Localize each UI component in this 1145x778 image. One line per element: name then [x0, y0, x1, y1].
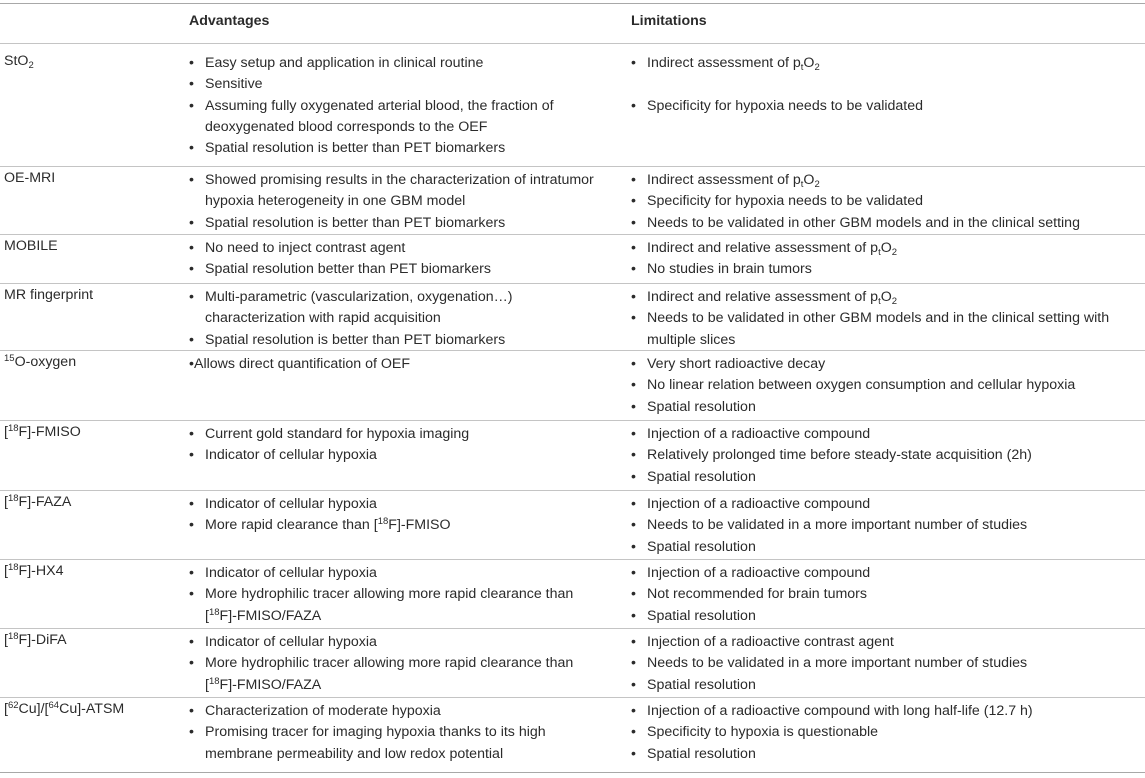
row-divider — [0, 559, 1145, 560]
limitation-item: • Injection of a radioactive compound with long half-life (12.7 h) — [631, 701, 1145, 722]
advantage-item: • Indicator of cellular hypoxia — [189, 445, 599, 466]
limitations-list — [631, 701, 1145, 765]
limitation-item: • Relatively prolonged time before steady-state acquisition (2h) — [631, 445, 1145, 466]
limitation-item: • Not recommended for brain tumors — [631, 584, 1145, 605]
limitation-item: • Indirect assessment of $p_tO_2$ — [631, 53, 1145, 74]
advantage-item: • Sensitive — [189, 74, 599, 95]
advantage-item: • Indicator of cellular hypoxia — [189, 494, 599, 515]
row-divider — [0, 697, 1145, 698]
advantage-item: • Assuming fully oxygenated arterial blood, the fraction of deoxygenated blood corresponds to the OEF — [189, 96, 599, 139]
limitation-item: • Spatial resolution — [631, 467, 1145, 488]
limitation-item: • Spatial resolution — [631, 537, 1145, 558]
biomarker-name: OE-MRI — [4, 170, 56, 186]
limitations-list — [631, 238, 1145, 281]
advantage-item: • Promising tracer for imaging hypoxia thanks to its high membrane permeability and low redox potential — [189, 722, 599, 765]
biomarker-name: [$^{18}$F]-FAZA — [4, 493, 72, 510]
row-divider — [0, 166, 1145, 167]
advantage-item: • Characterization of moderate hypoxia — [189, 701, 599, 722]
limitation-item: • Specificity for hypoxia needs to be validated — [631, 191, 1145, 212]
spacer — [631, 74, 1145, 95]
limitations-list — [631, 563, 1145, 627]
advantage-item: • Spatial resolution better than PET biomarkers — [189, 259, 599, 280]
advantages-list — [189, 170, 599, 234]
limitations-list — [631, 170, 1145, 234]
advantage-item: • No need to inject contrast agent — [189, 238, 599, 259]
header-rule — [0, 43, 1145, 44]
limitation-item: • Specificity for hypoxia needs to be validated — [631, 96, 1145, 117]
biomarker-name: [$^{18}$F]-HX4 — [4, 562, 64, 579]
limitation-item: • Spatial resolution — [631, 606, 1145, 627]
biomarker-name: $^{15}$O-oxygen — [4, 353, 77, 370]
limitations-header: Limitations — [631, 13, 707, 29]
advantage-item: • Spatial resolution is better than PET biomarkers — [189, 330, 599, 351]
biomarker-name: MR fingerprint — [4, 287, 94, 303]
limitations-list — [631, 424, 1145, 488]
limitation-item: • Spatial resolution — [631, 675, 1145, 696]
advantage-item: • More hydrophilic tracer allowing more rapid clearance than [$^{18}$F]-FMISO/FAZA — [189, 584, 599, 627]
advantages-list — [189, 563, 599, 627]
limitation-item: • Very short radioactive decay — [631, 354, 1145, 375]
limitation-item: • Indirect assessment of $p_tO_2$ — [631, 170, 1145, 191]
advantage-item: • Allows direct quantification of OEF — [189, 354, 599, 375]
advantages-list — [189, 354, 599, 375]
limitation-item: • Needs to be validated in a more important number of studies — [631, 515, 1145, 536]
advantage-item: • Multi-parametric (vascularization, oxygenation…) characterization with rapid acquisition — [189, 287, 599, 330]
advantages-list — [189, 424, 599, 467]
limitations-list — [631, 53, 1145, 117]
limitation-item: • Needs to be validated in a more important number of studies — [631, 653, 1145, 674]
limitations-list — [631, 354, 1145, 418]
biomarker-name: [$^{62}$Cu]/[$^{64}$Cu]-ATSM — [4, 700, 125, 717]
row-divider — [0, 490, 1145, 491]
biomarker-name: StO$_2$ — [4, 53, 34, 71]
limitations-list — [631, 632, 1145, 696]
limitation-item: • Injection of a radioactive contrast agent — [631, 632, 1145, 653]
table-top-rule — [0, 3, 1145, 4]
biomarker-name: [$^{18}$F]-FMISO — [4, 423, 81, 440]
biomarker-name: MOBILE — [4, 238, 58, 254]
advantages-list — [189, 701, 599, 765]
row-divider — [0, 628, 1145, 629]
limitation-item: • Injection of a radioactive compound — [631, 563, 1145, 584]
limitation-item: • Spatial resolution — [631, 397, 1145, 418]
limitation-item: • Indirect and relative assessment of $p_tO_2$ — [631, 238, 1145, 259]
advantages-list — [189, 53, 599, 159]
limitation-item: • Specificity to hypoxia is questionable — [631, 722, 1145, 743]
advantage-item: • Indicator of cellular hypoxia — [189, 632, 599, 653]
limitation-item: • Needs to be validated in other GBM models and in the clinical setting with multiple slices — [631, 308, 1145, 351]
row-divider — [0, 420, 1145, 421]
limitations-list — [631, 494, 1145, 558]
table-bottom-rule — [0, 772, 1145, 773]
advantage-item: • Indicator of cellular hypoxia — [189, 563, 599, 584]
limitation-item: • Injection of a radioactive compound — [631, 494, 1145, 515]
row-divider — [0, 234, 1145, 235]
advantage-item: • Showed promising results in the characterization of intratumor hypoxia heterogeneity in one GBM model — [189, 170, 599, 213]
biomarker-name: [$^{18}$F]-DiFA — [4, 631, 67, 648]
advantages-list — [189, 238, 599, 281]
limitation-item: • Injection of a radioactive compound — [631, 424, 1145, 445]
advantages-list — [189, 287, 599, 351]
row-divider — [0, 283, 1145, 284]
advantage-item: • More hydrophilic tracer allowing more rapid clearance than [$^{18}$F]-FMISO/FAZA — [189, 653, 599, 696]
limitation-item: • Needs to be validated in other GBM models and in the clinical setting — [631, 213, 1145, 234]
advantages-list — [189, 632, 599, 696]
advantage-item: • Easy setup and application in clinical routine — [189, 53, 599, 74]
advantage-item: • Spatial resolution is better than PET biomarkers — [189, 138, 599, 159]
advantage-item: • Spatial resolution is better than PET biomarkers — [189, 213, 599, 234]
advantages-header: Advantages — [189, 13, 270, 29]
advantages-list — [189, 494, 599, 537]
limitation-item: • Indirect and relative assessment of $p_tO_2$ — [631, 287, 1145, 308]
limitation-item: • Spatial resolution — [631, 744, 1145, 765]
limitation-item: • No linear relation between oxygen consumption and cellular hypoxia — [631, 375, 1145, 396]
limitation-item: • No studies in brain tumors — [631, 259, 1145, 280]
advantage-item: • More rapid clearance than [$^{18}$F]-FMISO — [189, 515, 599, 536]
limitations-list — [631, 287, 1145, 351]
advantage-item: • Current gold standard for hypoxia imaging — [189, 424, 599, 445]
